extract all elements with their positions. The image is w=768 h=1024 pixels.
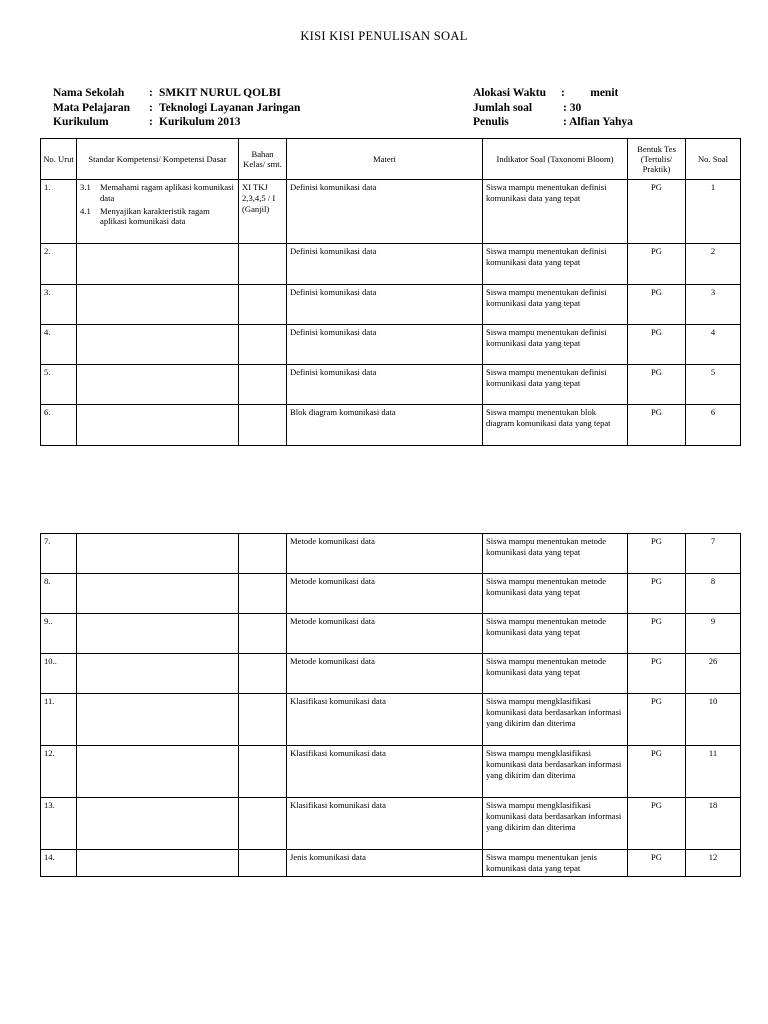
meta-right: [473, 86, 633, 130]
cell-materi: Definisi komunikasi data: [287, 244, 483, 285]
cell-kompetensi: [77, 180, 239, 244]
cell-kompetensi: [77, 244, 239, 285]
cell-nosoal: 1: [686, 180, 741, 244]
cell-materi: Jenis komunikasi data: [287, 850, 483, 877]
grid-table-page-1: [40, 138, 741, 446]
cell-kompetensi: [77, 574, 239, 614]
cell-kompetensi: [77, 325, 239, 365]
cell-indikator: Siswa mampu menentukan definisi komunikasi data yang tepat: [483, 285, 628, 325]
cell-materi: Definisi komunikasi data: [287, 325, 483, 365]
cell-indikator: Siswa mampu menentukan jenis komunikasi data yang tepat: [483, 850, 628, 877]
cell-indikator: Siswa mampu menentukan metode komunikasi data yang tepat: [483, 574, 628, 614]
document-title: KISI KISI PENULISAN SOAL: [300, 29, 468, 43]
cell-materi: Metode komunikasi data: [287, 574, 483, 614]
cell-indikator: Siswa mampu menentukan definisi komunikasi data yang tepat: [483, 365, 628, 405]
cell-bentuk: PG: [628, 694, 686, 746]
cell-bahan: [239, 850, 287, 877]
meta-value: : Alfian Yahya: [563, 116, 633, 128]
table-row: [41, 325, 741, 365]
table-row: [41, 694, 741, 746]
kompetensi-list: [80, 182, 235, 227]
cell-kompetensi: [77, 405, 239, 446]
meta-value: : 30: [563, 101, 582, 114]
cell-kompetensi: [77, 746, 239, 798]
meta-curriculum: Kurikulum : Kurikulum 2013: [53, 116, 241, 128]
cell-bentuk: PG: [628, 654, 686, 694]
cell-no: 8.: [41, 574, 77, 614]
header-indikator: Indikator Soal (Taxonomi Bloom): [483, 139, 628, 180]
cell-kompetensi: [77, 365, 239, 405]
cell-kompetensi: [77, 534, 239, 574]
cell-bentuk: PG: [628, 746, 686, 798]
cell-materi: Klasifikasi komunikasi data: [287, 746, 483, 798]
table-row: [41, 285, 741, 325]
cell-bahan: [239, 285, 287, 325]
cell-bentuk: PG: [628, 614, 686, 654]
cell-nosoal: 11: [686, 746, 741, 798]
cell-indikator: Siswa mampu menentukan metode komunikasi data yang tepat: [483, 654, 628, 694]
cell-bentuk: PG: [628, 244, 686, 285]
cell-bahan: [239, 405, 287, 446]
meta-subject: Mata Pelajaran : Teknologi Layanan Jaringan: [53, 101, 301, 114]
cell-no: 1.: [41, 180, 77, 244]
cell-nosoal: 8: [686, 574, 741, 614]
kompetensi-text: Memahami ragam aplikasi komunikasi data: [100, 182, 234, 203]
cell-no: 12.: [41, 746, 77, 798]
header-kompetensi: Standar Kompetensi/ Kompetensi Dasar: [77, 139, 239, 180]
meta-label: Mata Pelajaran: [53, 101, 130, 114]
cell-materi: Klasifikasi komunikasi data: [287, 694, 483, 746]
meta-value: menit: [573, 87, 619, 99]
meta-author: [473, 115, 633, 130]
cell-nosoal: 5: [686, 365, 741, 405]
cell-no: 9..: [41, 614, 77, 654]
cell-bahan: [239, 694, 287, 746]
cell-no: 13.: [41, 798, 77, 850]
meta-label: Kurikulum: [53, 116, 109, 128]
cell-indikator: Siswa mampu menentukan definisi komunikasi data yang tepat: [483, 325, 628, 365]
meta-label: Penulis: [473, 116, 509, 128]
cell-no: 2.: [41, 244, 77, 285]
cell-kompetensi: [77, 285, 239, 325]
cell-bentuk: PG: [628, 180, 686, 244]
cell-kompetensi: [77, 798, 239, 850]
cell-bentuk: PG: [628, 325, 686, 365]
cell-no: 3.: [41, 285, 77, 325]
cell-no: 14.: [41, 850, 77, 877]
cell-nosoal: 7: [686, 534, 741, 574]
cell-materi: Definisi komunikasi data: [287, 285, 483, 325]
cell-kompetensi: [77, 850, 239, 877]
cell-no: 11.: [41, 694, 77, 746]
cell-bentuk: PG: [628, 534, 686, 574]
cell-materi: Metode komunikasi data: [287, 534, 483, 574]
cell-bahan: [239, 365, 287, 405]
table-row: [41, 614, 741, 654]
cell-indikator: Siswa mampu menentukan definisi komunikasi data yang tepat: [483, 180, 628, 244]
cell-materi: Blok diagram komunikasi data: [287, 405, 483, 446]
cell-bahan: [239, 614, 287, 654]
meta-value: SMKIT NURUL QOLBI: [159, 87, 281, 99]
cell-nosoal: 26: [686, 654, 741, 694]
kompetensi-number: 3.1: [80, 182, 91, 192]
meta-school: Nama Sekolah : SMKIT NURUL QOLBI: [53, 87, 281, 99]
cell-materi: Definisi komunikasi data: [287, 365, 483, 405]
cell-indikator: Siswa mampu menentukan metode komunikasi data yang tepat: [483, 614, 628, 654]
cell-bentuk: PG: [628, 285, 686, 325]
meta-count: [473, 101, 633, 116]
cell-no: 5.: [41, 365, 77, 405]
cell-bahan: [239, 654, 287, 694]
cell-no: 7.: [41, 534, 77, 574]
cell-bahan: [239, 574, 287, 614]
cell-materi: Metode komunikasi data: [287, 654, 483, 694]
cell-indikator: Siswa mampu menentukan metode komunikasi data yang tepat: [483, 534, 628, 574]
cell-nosoal: 9: [686, 614, 741, 654]
meta-label: Jumlah soal: [473, 101, 533, 114]
cell-bentuk: PG: [628, 574, 686, 614]
table-row: [41, 244, 741, 285]
table-row: [41, 365, 741, 405]
cell-indikator: Siswa mampu menentukan definisi komunikasi data yang tepat: [483, 244, 628, 285]
meta-value: Kurikulum 2013: [159, 116, 241, 128]
cell-bahan: [239, 746, 287, 798]
cell-no: 6.: [41, 405, 77, 446]
cell-indikator: Siswa mampu menentukan blok diagram komunikasi data yang tepat: [483, 405, 628, 446]
cell-bentuk: PG: [628, 365, 686, 405]
cell-bahan: XI TKJ 2,3,4,5 / I (Ganjil): [239, 180, 287, 244]
cell-no: 4.: [41, 325, 77, 365]
meta-value: Teknologi Layanan Jaringan: [159, 101, 301, 114]
table-row: [41, 534, 741, 574]
cell-bahan: [239, 325, 287, 365]
cell-nosoal: 18: [686, 798, 741, 850]
kompetensi-text: Menyajikan karakteristik ragam aplikasi komunikasi data: [100, 205, 210, 227]
table-row: [41, 405, 741, 446]
kompetensi-item: [80, 182, 235, 204]
cell-kompetensi: [77, 694, 239, 746]
cell-nosoal: 3: [686, 285, 741, 325]
table-row: [41, 746, 741, 798]
cell-materi: Definisi komunikasi data: [287, 180, 483, 244]
cell-bentuk: PG: [628, 850, 686, 877]
header-row: [41, 139, 741, 180]
kompetensi-item: [80, 206, 235, 228]
cell-nosoal: 12: [686, 850, 741, 877]
grid-table-page-2: [40, 533, 741, 877]
cell-kompetensi: [77, 614, 239, 654]
header-no: No. Urut: [41, 139, 77, 180]
cell-materi: Klasifikasi komunikasi data: [287, 798, 483, 850]
header-bahan: Bahan Kelas/ smt.: [239, 139, 287, 180]
cell-indikator: Siswa mampu mengklasifikasi komunikasi data berdasarkan informasi yang dikirim dan diterima: [483, 746, 628, 798]
cell-nosoal: 6: [686, 405, 741, 446]
cell-bahan: [239, 244, 287, 285]
meta-left: [53, 86, 300, 130]
header-bentuk: Bentuk Tes (Tertulis/ Praktik): [628, 139, 686, 180]
table-row: [41, 798, 741, 850]
meta-time: Alokasi Waktu : menit: [473, 87, 619, 99]
cell-materi: Metode komunikasi data: [287, 614, 483, 654]
table-row: [41, 850, 741, 877]
cell-indikator: Siswa mampu mengklasifikasi komunikasi data berdasarkan informasi yang dikirim dan diterima: [483, 694, 628, 746]
meta-label: Nama Sekolah: [53, 87, 125, 99]
cell-bentuk: PG: [628, 798, 686, 850]
cell-nosoal: 4: [686, 325, 741, 365]
cell-bahan: [239, 798, 287, 850]
cell-bahan: [239, 534, 287, 574]
cell-indikator: Siswa mampu mengklasifikasi komunikasi data berdasarkan informasi yang dikirim dan diterima: [483, 798, 628, 850]
cell-bentuk: PG: [628, 405, 686, 446]
table-row: [41, 574, 741, 614]
table-row: [41, 654, 741, 694]
cell-no: 10..: [41, 654, 77, 694]
kompetensi-number: 4.1: [80, 205, 91, 216]
cell-nosoal: 10: [686, 694, 741, 746]
header-materi: Materi: [287, 139, 483, 180]
table-row: [41, 180, 741, 244]
cell-nosoal: 2: [686, 244, 741, 285]
cell-kompetensi: [77, 654, 239, 694]
meta-label: Alokasi Waktu: [473, 87, 546, 99]
header-nosoal: No. Soal: [686, 139, 741, 180]
